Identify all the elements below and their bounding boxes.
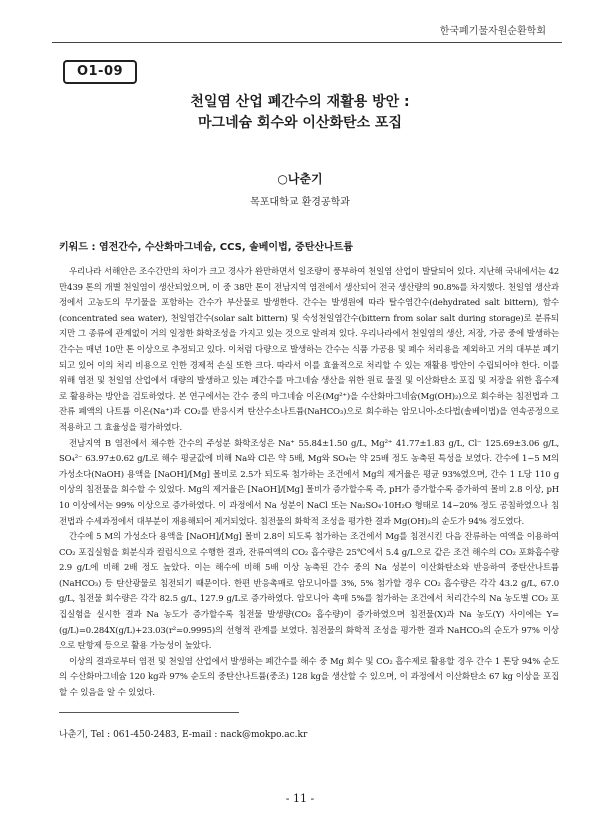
- paragraph-4: 이상의 결과로부터 염전 및 천일염 산업에서 발생하는 폐간수를 해수 중 Mg 회수 및 CO₂ 흡수제로 활용할 경우 간수 1 톤당 94% 순도의 수산화마그네슘 120 kg과 97% 순도의 중탄산나트륨(중조) 128 kg을 생산할 수 있으며, 이 과정에서 이산화탄소 67 kg 이상을 포집할 수 있음을 알 수 있었다.: [59, 656, 559, 699]
- author-name: ○나춘기: [277, 172, 323, 186]
- footnote-rule: [59, 712, 239, 713]
- paper-code-badge: O1-09: [63, 60, 137, 84]
- paragraph-1: 우리나라 서해안은 조수간만의 차이가 크고 경사가 완만하면서 일조량이 풍부하여 천일염 산업이 발달되어 있다. 지난해 국내에서는 42만439 톤의 개별 천일염이 생산되었으며, 이 중 38만 톤이 전남지역 염전에서 생산되어 전국 생산량의 90.8%를 차지했다. 천일염 생산과정에서 고농도의 무기물을 포함하는 간수가 부산물로 발생한다. 간수는 발생원에 따라 탈수염간수(dehydrated salt bittern), 함수(concentrated sea water), 천일염간수(solar salt bittern) 및 숙성천일염간수(bittern from solar salt during storage)로 분류되지만 그 종류에 관계없이 거의 일정한 화학조성을 가지고 있는 것으로 알려져 있다. 우리나라에서 천일염의 생산, 저장, 가공 중에 발생하는 간수는 매년 10만 톤 이상으로 추정되고 있다. 이처럼 다량으로 발생하는 간수는 식품 가공용 및 폐수 처리용을 제외하고 거의 대부분 폐기되고 있어 이의 처리 비용으로 인한 경제적 손실 또한 크다. 따라서 이를 효율적으로 처리할 수 있는 재활용 방안이 수립되어야 한다. 이를 위해 염전 및 천일염 산업에서 대량의 발생하고 있는 폐간수를 마그네슘 생산을 위한 원료 물질 및 이산화탄소 포집 및 저장을 위한 흡수제로 활용하는 방안을 검토하였다. 본 연구에서는 간수 중의 마그네슘 이온(Mg²⁺)을 수산화마그네슘(Mg(OH)₂)으로 회수하는 침전법과 그 잔류 폐액의 나트륨 이온(Na⁺)과 CO₂를 반응시켜 탄산수소나트륨(NaHCO₃)으로 회수하는 암모니아-소다법(솔베이법)을 연속공정으로 적용하고 그 효율성을 평가하였다.: [59, 267, 559, 433]
- paper-title: [0, 92, 600, 134]
- author-affiliation: 목포대학교 환경공학과: [250, 197, 350, 208]
- header-rule: [52, 42, 562, 43]
- keywords-line: 키워드 : 염전간수, 수산화마그네슘, CCS, 솔베이법, 중탄산나트륨: [59, 242, 353, 253]
- society-header: 한국폐기물자원순환학회: [439, 26, 546, 37]
- paragraph-2: 전남지역 B 염전에서 채수한 간수의 주성분 화학조성은 Na⁺ 55.84±1.50 g/L, Mg²⁺ 41.77±1.83 g/L, Cl⁻ 125.69±3.06 g/L, SO₄²⁻ 63.97±0.62 g/L로 해수 평균값에 비해 Na와 Cl은 약 5배, Mg와 SO₄는 약 25배 정도 농축된 특성을 보였다. 간수에 1~5 M의 가성소다(NaOH) 용액을 [NaOH]/[Mg] 몰비로 2.5가 되도록 첨가하는 조건에서 Mg의 제거율은 평균 93%였으며, 간수 1 L당 110 g 이상의 침전물을 회수할 수 있었다. Mg의 제거율은 [NaOH]/[Mg] 몰비가 증가할수록 즉, pH가 증가할수록 증가하여 몰비 2.8 이상, pH 10 이상에서는 99% 이상으로 증가하였다. 이 과정에서 Na 성분이 NaCl 또는 Na₂SO₄·10H₂O 형태로 14~20% 정도 공침하였으나 침전법과 수세과정에서 대부분이 재용해되어 제거되었다. 침전물의 화학적 조성을 평가한 결과 Mg(OH)₂의 순도가 94% 정도였다.: [59, 438, 559, 527]
- paragraph-3: 간수에 5 M의 가성소다 용액을 [NaOH]/[Mg] 몰비 2.8이 되도록 첨가하는 조건에서 Mg를 침전시킨 다음 잔류하는 여액을 이용하여 CO₂ 포집실험을 회분식과 컬럼식으로 수행한 결과, 잔류여액의 CO₂ 흡수량은 25℃에서 5.4 g/L으로 같은 조건 해수의 CO₂ 포화흡수량 2.9 g/L에 비해 2배 정도 높았다. 이는 해수에 비해 5배 이상 농축된 간수 중의 Na 성분이 이산화탄소와 반응하여 중탄산나트륨(NaHCO₃) 등 탄산광물로 침전되기 때문이다. 한편 반응촉매로 암모니아를 3%, 5% 첨가할 경우 CO₂ 흡수량은 각각 43.2 g/L, 67.0 g/L, 침전물 회수량은 각각 82.5 g/L, 127.9 g/L로 증가하였다. 암모니아 촉매 5%를 첨가하는 조건에서 처리간수의 Na 농도별 CO₂ 포집실험을 실시한 결과 Na 농도가 증가할수록 침전물 발생량(CO₂ 흡수량)이 증가하였으며 침전물(X)과 Na 농도(Y) 사이에는 Y=(g/L)=0.284X(g/L)+23.03(r²=0.9995)의 선형적 관계를 보였다. 침전물의 화학적 조성을 평가한 결과 NaHCO₃의 순도가 97% 이상으로 탄항제 등으로 활용 가능성이 높았다.: [59, 532, 559, 652]
- corresponding-author-footnote: 나춘기, Tel : 061-450-2483, E-mail : nack@mokpo.ac.kr: [59, 730, 308, 740]
- title-line-2: 마그네슘 회수와 이산화탄소 포집: [198, 115, 402, 131]
- page-number: - 11 -: [285, 792, 315, 805]
- title-line-1: 천일염 산업 폐간수의 재활용 방안 :: [190, 94, 410, 110]
- abstract-body: [59, 265, 559, 702]
